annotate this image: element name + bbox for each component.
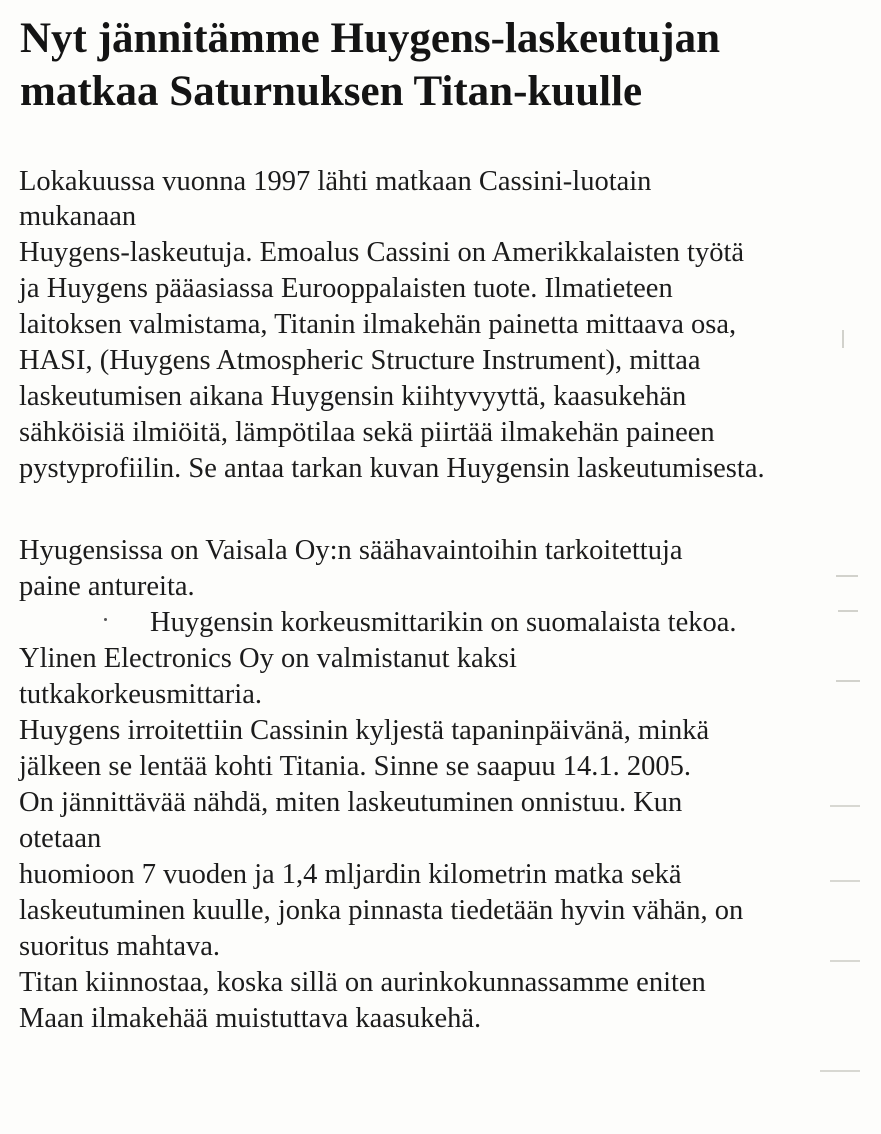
body-line: huomioon 7 vuoden ja 1,4 mljardin kilometrin matka sekä (19, 859, 682, 890)
body-line: Titan kiinnostaa, koska sillä on aurinkokunnassamme eniten (19, 967, 706, 998)
article-title (20, 12, 720, 118)
bleed-through-mark (820, 1070, 860, 1072)
body-line: sähköisiä ilmiöitä, lämpötilaa sekä piirtää ilmakehän paineen (19, 417, 715, 448)
bleed-through-mark (836, 575, 858, 577)
body-line: suoritus mahtava. (19, 931, 221, 962)
body-line: tutkakorkeusmittaria. (19, 679, 262, 710)
body-line: Huygensin korkeusmittarikin on suomalaista tekoa. (150, 607, 737, 638)
title-line: matkaa Saturnuksen Titan-kuulle (20, 68, 643, 115)
body-line: Hyugensissa on Vaisala Oy:n säähavaintoihin tarkoitettuja (19, 535, 683, 566)
body-line: laskeutuminen kuulle, jonka pinnasta tiedetään hyvin vähän, on (19, 895, 744, 926)
bleed-through-mark (830, 805, 860, 807)
body-line: Ylinen Electronics Oy on valmistanut kaksi (19, 643, 517, 674)
stray-ink-dot (104, 618, 107, 621)
body-line: paine antureita. (19, 571, 195, 602)
body-line: mukanaan (19, 201, 137, 232)
body-line: Huygens-laskeutuja. Emoalus Cassini on Amerikkalaisten työtä (19, 237, 745, 268)
bleed-through-mark (830, 960, 860, 962)
title-line: Nyt jännitämme Huygens-laskeutujan (20, 15, 720, 62)
body-line: Lokakuussa vuonna 1997 lähti matkaan Cassini-luotain (19, 166, 652, 197)
body-line: laitoksen valmistama, Titanin ilmakehän painetta mittaava osa, (19, 309, 737, 340)
body-line: On jännittävää nähdä, miten laskeutuminen onnistuu. Kun (19, 787, 683, 818)
bleed-through-mark (830, 880, 860, 882)
body-line: HASI, (Huygens Atmospheric Structure Instrument), mittaa (19, 345, 701, 376)
bleed-through-mark (836, 680, 860, 682)
body-line: otetaan (19, 823, 102, 854)
body-line: laskeutumisen aikana Huygensin kiihtyvyyttä, kaasukehän (19, 381, 687, 412)
body-line: pystyprofiilin. Se antaa tarkan kuvan Huygensin laskeutumisesta. (19, 453, 765, 484)
body-line: ja Huygens pääasiassa Eurooppalaisten tuote. Ilmatieteen (19, 273, 673, 304)
bleed-through-mark (838, 610, 858, 612)
body-line: jälkeen se lentää kohti Titania. Sinne se saapuu 14.1. 2005. (19, 751, 692, 782)
bleed-through-mark (842, 330, 856, 348)
body-line: Maan ilmakehää muistuttava kaasukehä. (19, 1003, 482, 1034)
body-line: Huygens irroitettiin Cassinin kyljestä tapaninpäivänä, minkä (19, 715, 710, 746)
